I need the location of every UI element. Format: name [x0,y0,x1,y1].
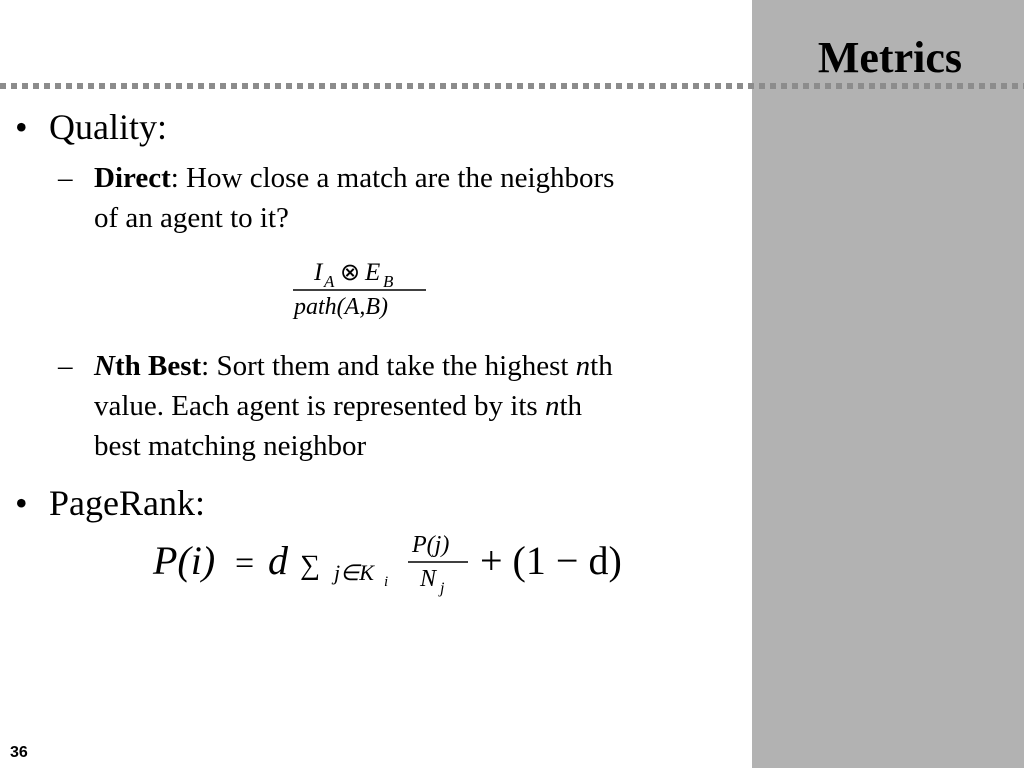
formula-numerator-a: A [324,272,335,291]
direct-line-2: of an agent to it? [94,202,289,234]
formula-denominator: path(A,B) [294,294,388,320]
nth-best-th-1: th [590,350,613,382]
pagerank-d: d [268,538,288,583]
nth-best-line-3: best matching neighbor [94,430,367,462]
pagerank-formula-svg [150,524,650,604]
pagerank-tail: + (1 − d) [480,538,622,583]
formula-numerator-i: I [314,259,323,286]
sub-bullet-nth-best [58,346,613,466]
sub-bullet-dash: – [58,350,73,382]
direct-formula-svg [290,254,430,324]
direct-formula [290,254,430,329]
pagerank-formula [150,524,650,609]
bullet-quality [15,106,167,148]
side-panel [752,0,1024,768]
pagerank-frac-den-n: N [420,566,437,592]
direct-line-1-text: : How close a match are the neighbors [170,162,615,194]
nth-best-line-1 [94,346,613,386]
nth-best-term [94,350,201,382]
bullet-dot: • [15,483,28,523]
pagerank-sum: ∑ [300,550,320,581]
nth-best-line-1-text: : Sort them and take the highest [201,350,576,382]
nth-best-term-n: N [94,350,115,382]
pagerank-sum-subscript-i: i [384,574,389,590]
formula-numerator-e: E [365,259,381,286]
bullet-pagerank-label: PageRank: [49,483,205,523]
sub-bullet-direct [58,158,615,238]
nth-best-line-2-text: value. Each agent is represented by its [94,390,545,422]
nth-best-line-2 [94,386,613,426]
pagerank-frac-numerator: P(j) [412,532,450,558]
direct-line-1 [94,158,614,198]
page-number: 36 [10,744,28,761]
nth-best-n-italic-2: n [544,390,560,422]
pagerank-equals: = [235,545,255,582]
pagerank-frac-den-j: j [440,580,445,597]
nth-best-n-italic-1: n [575,350,591,382]
dotted-divider [0,83,1024,89]
sub-bullet-dash: – [58,162,73,194]
pagerank-lhs: P(i) [153,538,216,583]
formula-otimes: ⊗ [340,260,361,286]
pagerank-sum-subscript: j∈K [334,560,374,585]
slide-title: Metrics [817,33,962,82]
formula-numerator-b: B [383,272,394,291]
bullet-pagerank [15,482,205,524]
nth-best-term-rest: th Best [114,350,202,382]
nth-best-th-2: th [559,390,583,422]
direct-term: Direct [94,162,171,194]
bullet-quality-label: Quality: [49,107,167,147]
bullet-dot: • [15,107,28,147]
